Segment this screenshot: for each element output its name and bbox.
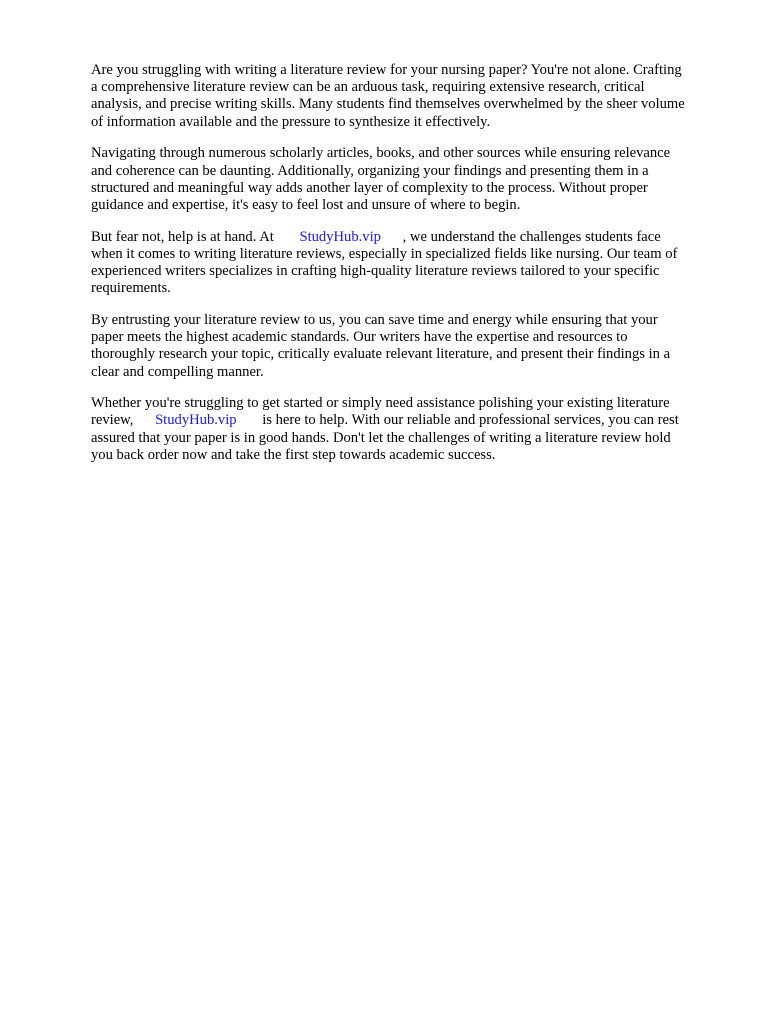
document-body <box>91 62 721 479</box>
paragraph-help-at-hand <box>91 229 721 298</box>
paragraph-text-before-link: Whether you're struggling to get started or simply need assistance polishing your existing literature review, <box>91 395 670 429</box>
paragraph-text-before-link: But fear not, help is at hand. At <box>91 228 278 245</box>
studyhub-link[interactable]: StudyHub.vip <box>155 412 237 429</box>
paragraph-text-after-link: is here to help. With our reliable and professional services, you can rest assured that your paper is in good hands. Don't let the challenges of writing a literature review hold you back order now and take the first step towards academic success. <box>91 412 679 463</box>
studyhub-link[interactable]: StudyHub.vip <box>299 228 381 245</box>
paragraph-intro: Are you struggling with writing a literature review for your nursing paper? You're not alone. Crafting a comprehensive literature review can be an arduous task, requiring extensive research, critical analysis, and precise writing skills. Many students find themselves overwhelmed by the sheer volume of information available and the pressure to synthesize it effectively. <box>91 62 685 130</box>
paragraph-entrusting: By entrusting your literature review to us, you can save time and energy while ensuring that your paper meets the highest academic standards. Our writers have the expertise and resources to thoroughly research your topic, critically evaluate relevant literature, and present their findings in a clear and compelling manner. <box>91 311 671 380</box>
paragraph-text-after-link: , we understand the challenges students face when it comes to writing literature reviews, especially in specialized fields like nursing. Our team of experienced writers specializes in crafting high-quality literature reviews tailored to your specific requirements. <box>91 228 678 297</box>
paragraph-navigating: Navigating through numerous scholarly articles, books, and other sources while ensuring relevance and coherence can be daunting. Additionally, organizing your findings and presenting them in a structured and meaningful way adds another layer of complexity to the process. Without proper guidance and expertise, it's easy to feel lost and unsure of where to begin. <box>91 145 671 213</box>
paragraph-conclusion <box>91 395 721 464</box>
